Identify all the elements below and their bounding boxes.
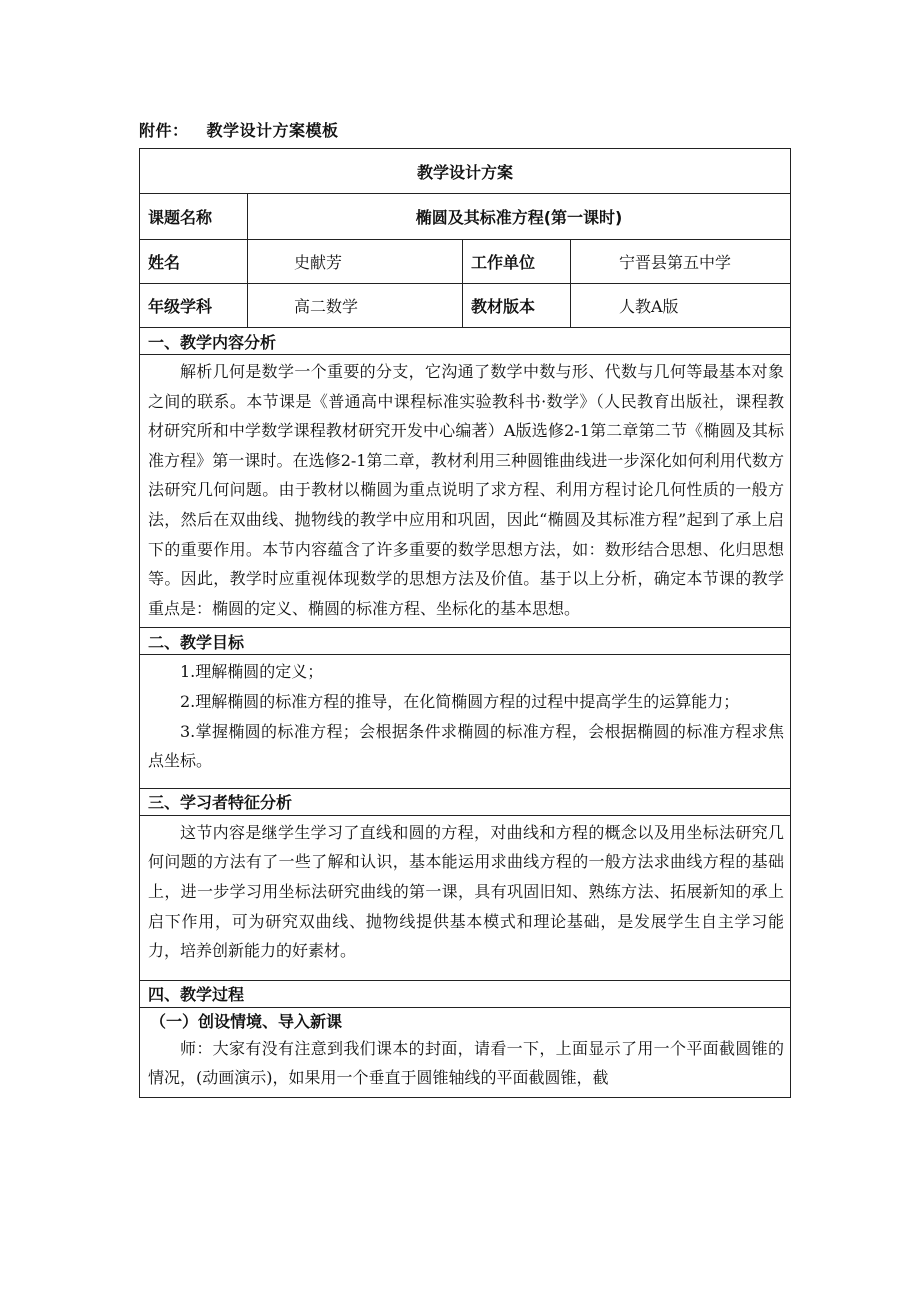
learner-analysis-paragraph: 这节内容是继学生学习了直线和圆的方程，对曲线和方程的概念以及用坐标法研究几何问题的方法有了一些了解和认识，基本能运用求曲线方程的一般方法求曲线方程的基础上，进一步学习用坐标法研究曲线的第一课，具有巩固旧知、熟练方法、拓展新知的承上启下作用，可为研究双曲线、抛物线提供基本模式和理论基础，是发展学生自主学习能力，培养创新能力的好素材。 <box>148 822 785 961</box>
process-subheading: （一）创设情境、导入新课 <box>150 1011 343 1031</box>
content-analysis-body <box>140 355 791 628</box>
attachment-prefix: 附件： <box>139 121 189 140</box>
content-analysis-heading: 一、教学内容分析 <box>140 328 791 355</box>
edition-value: 人教A版 <box>571 284 791 328</box>
table-title: 教学设计方案 <box>140 149 791 194</box>
goals-heading: 二、教学目标 <box>140 628 791 655</box>
grade-value: 高二数学 <box>248 284 463 328</box>
design-plan-table <box>139 148 791 1098</box>
learner-analysis-heading: 三、学习者特征分析 <box>140 788 791 815</box>
goals-body <box>140 655 791 788</box>
name-value: 史献芳 <box>248 240 463 284</box>
attachment-heading <box>139 118 339 141</box>
goal-item: 1.理解椭圆的定义； <box>180 662 324 682</box>
process-heading: 四、教学过程 <box>140 980 791 1007</box>
unit-label: 工作单位 <box>463 240 571 284</box>
process-paragraph: 师：大家有没有注意到我们课本的封面，请看一下，上面显示了用一个平面截圆锥的情况，(动画演示)，如果用一个垂直于圆锥轴线的平面截圆锥，截 <box>148 1038 785 1088</box>
edition-label: 教材版本 <box>463 284 571 328</box>
content-analysis-paragraph: 解析几何是数学一个重要的分支，它沟通了数学中数与形、代数与几何等最基本对象之间的联系。本节课是《普通高中课程标准实验教科书·数学》（人民教育出版社，课程教材研究所和中学数学课程教材研究开发中心编著）A版选修2-1第二章第二节《椭圆及其标准方程》第一课时。在选修2-1第二章，教材利用三种圆锥曲线进一步深化如何利用代数方法研究几何问题。由于教材以椭圆为重点说明了求方程、利用方程讨论几何性质的一般方法，然后在双曲线、抛物线的教学中应用和巩固，因此“椭圆及其标准方程”起到了承上启下的重要作用。本节内容蕴含了许多重要的数学思想方法，如：数形结合思想、化归思想等。因此，教学时应重视体现数学的思想方法及价值。基于以上分析，确定本节课的教学重点是：椭圆的定义、椭圆的标准方程、坐标化的基本思想。 <box>148 362 785 618</box>
attachment-title: 教学设计方案模板 <box>206 121 339 140</box>
grade-label: 年级学科 <box>140 284 248 328</box>
process-body <box>140 1007 791 1097</box>
lesson-value: 椭圆及其标准方程(第一课时) <box>248 194 791 240</box>
lesson-label: 课题名称 <box>140 194 248 240</box>
goal-item: 3.掌握椭圆的标准方程；会根据条件求椭圆的标准方程，会根据椭圆的标准方程求焦点坐标。 <box>148 721 785 771</box>
learner-analysis-body <box>140 815 791 980</box>
goal-item: 2.理解椭圆的标准方程的推导，在化简椭圆方程的过程中提高学生的运算能力； <box>180 691 740 711</box>
unit-value: 宁晋县第五中学 <box>571 240 791 284</box>
name-label: 姓名 <box>140 240 248 284</box>
